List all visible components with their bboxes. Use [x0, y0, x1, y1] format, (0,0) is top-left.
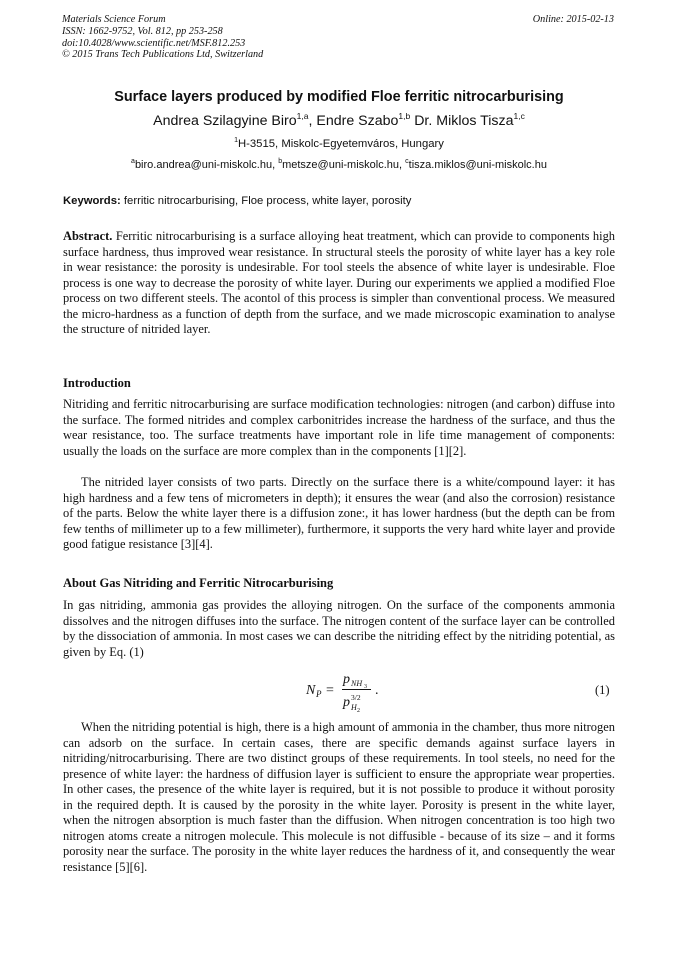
- email-address: biro.andrea@uni-miskolc.hu: [134, 159, 273, 171]
- abstract-label: Abstract.: [63, 229, 113, 243]
- keywords-text: ferritic nitrocarburising, Floe process, white layer, porosity: [123, 195, 412, 207]
- eq-equals: =: [326, 683, 334, 698]
- eq-lhs-sub: P: [316, 689, 322, 699]
- eq-num-sub2: 3: [364, 684, 367, 690]
- author-list: [0, 113, 678, 129]
- eq-lhs: N: [306, 683, 316, 698]
- keywords: [63, 195, 615, 207]
- email-sup: b: [278, 158, 283, 165]
- email-list: [0, 159, 678, 171]
- section-heading-gas-nitriding: About Gas Nitriding and Ferritic Nitrocarburising: [63, 576, 334, 590]
- affiliation-sup: 1: [234, 137, 238, 144]
- online-date: Online: 2015-02-13: [532, 14, 614, 25]
- journal-name: Materials Science Forum: [62, 14, 166, 25]
- eq-den-sub2: 2: [357, 708, 360, 713]
- journal-header: [62, 14, 618, 61]
- intro-paragraph-1: Nitriding and ferritic nitrocarburising are surface modification technologies: nitrogen (and carbon) diffuse into the surface. The formed nitrides and complex carbonitrides increase the hardness of the surface, and thus the wear resistance, too. The surface treatments have important role in life time management of components: usually the loads on the surface are more complex than in the components [1][2].: [63, 397, 615, 458]
- author-sep: ,: [308, 113, 317, 129]
- gas-paragraph-1: In gas nitriding, ammonia gas provides the alloying nitrogen. On the surface of the components ammonia dissolves and the nitrogen diffuses into the surface. The nitrogen content of the surface layer can be controlled by the dissociation of ammonia. In most cases we can describe the nitriding effect by the nitriding potential, as given by Eq. (1): [63, 598, 615, 659]
- eq-denominator: p: [343, 695, 350, 710]
- author-name: Andrea Szilagyine Biro: [153, 113, 297, 129]
- email-address: tisza.miklos@uni-miskolc.hu: [408, 159, 547, 171]
- abstract-paragraph: [63, 229, 615, 338]
- abstract-text: Ferritic nitrocarburising is a surface alloying heat treatment, which can provide to components high surface hardness, thus improved wear resistance. In structural steels the porosity of white layer has a key role in wear resistance: the porosity is undesirable. For tool steels the absence of white layer is undesirable. Floe process is one way to decrease the porosity of white layer. During our experiments we applied a modified Floe process on two different steels. The acontol of this process is simpler than conventional process. We measured the micro-hardness as a function of depth from the surface, and we made microscopic examination to analyse the structure of nitrided layer.: [63, 229, 616, 336]
- email-sep: ,: [399, 159, 406, 171]
- eq-den-sup: 3/2: [351, 693, 361, 702]
- email-sup: a: [131, 158, 135, 165]
- doi-line: doi:10.4028/www.scientific.net/MSF.812.253: [62, 37, 246, 49]
- email-sup: c: [405, 158, 409, 165]
- equation-graphic: [63, 667, 615, 713]
- email-address: metsze@uni-miskolc.hu: [282, 159, 400, 171]
- eq-numerator: p: [343, 672, 350, 687]
- affiliation: [0, 138, 678, 150]
- gas-paragraph-2: When the nitriding potential is high, there is a high amount of ammonia in the chamber, thus more nitrogen can adsorb on the surface. In certain cases, there are specific demands against surface layers in nitriding/nitrocarburising. There are two distinct groups of these requirements. In tool steels, no need for the presence of white layer: the hardness of diffusion layer is sufficient to ensure the appropriate wear properties. In other cases, the presence of the white layer is required, but it is not possible to produce it without porosity in the required depth. It is caused by the porosity in the white layer. Porosity is present in the white layer, when the nitrogen absorption is much faster than the diffusion. When nitrogen concentration is too high two nitrogen atoms create a nitrogen molecule. This molecule is not diffusible - because of its size – and it forms porosity near the surface. The porosity in the white layer reduces the hardness of it, and consequently the wear resistance [5][6].: [63, 720, 615, 874]
- equation-1: [63, 667, 615, 713]
- eq-num-sub: NH: [351, 679, 363, 688]
- eq-number: (1): [595, 683, 610, 697]
- author-name: Dr. Miklos Tisza: [414, 113, 514, 129]
- author-affil-sup: 1,c: [513, 111, 525, 121]
- copyright-line: © 2015 Trans Tech Publications Ltd, Switzerland: [62, 49, 264, 61]
- section-heading-introduction: Introduction: [63, 376, 131, 390]
- author-affil-sup: 1,a: [296, 111, 309, 121]
- issn-line: ISSN: 1662-9752, Vol. 812, pp 253-258: [62, 25, 223, 37]
- author-affil-sup: 1,b: [398, 111, 411, 121]
- affiliation-text: H-3515, Miskolc-Egyetemváros, Hungary: [237, 138, 444, 150]
- paper-title: Surface layers produced by modified Floe ferritic nitrocarburising: [114, 89, 564, 105]
- eq-den-sub: H: [351, 703, 357, 712]
- eq-period: .: [375, 683, 379, 698]
- keywords-label: Keywords:: [63, 195, 121, 207]
- email-sep: ,: [272, 159, 279, 171]
- author-name: Endre Szabo: [316, 113, 399, 129]
- intro-paragraph-2: The nitrided layer consists of two parts. Directly on the surface there is a white/compound layer: it has high hardness and a few tens of micrometers in depth); it ensures the wear (and also the corrosion) resistance of the parts. Below the white layer there is a diffusion zone:, it has lower hardness (but the depth can be from few tenths of millimeter up to a few millimeter), furthermore, it supports the very hard white layer and provide good fatigue resistance [3][4].: [63, 475, 615, 551]
